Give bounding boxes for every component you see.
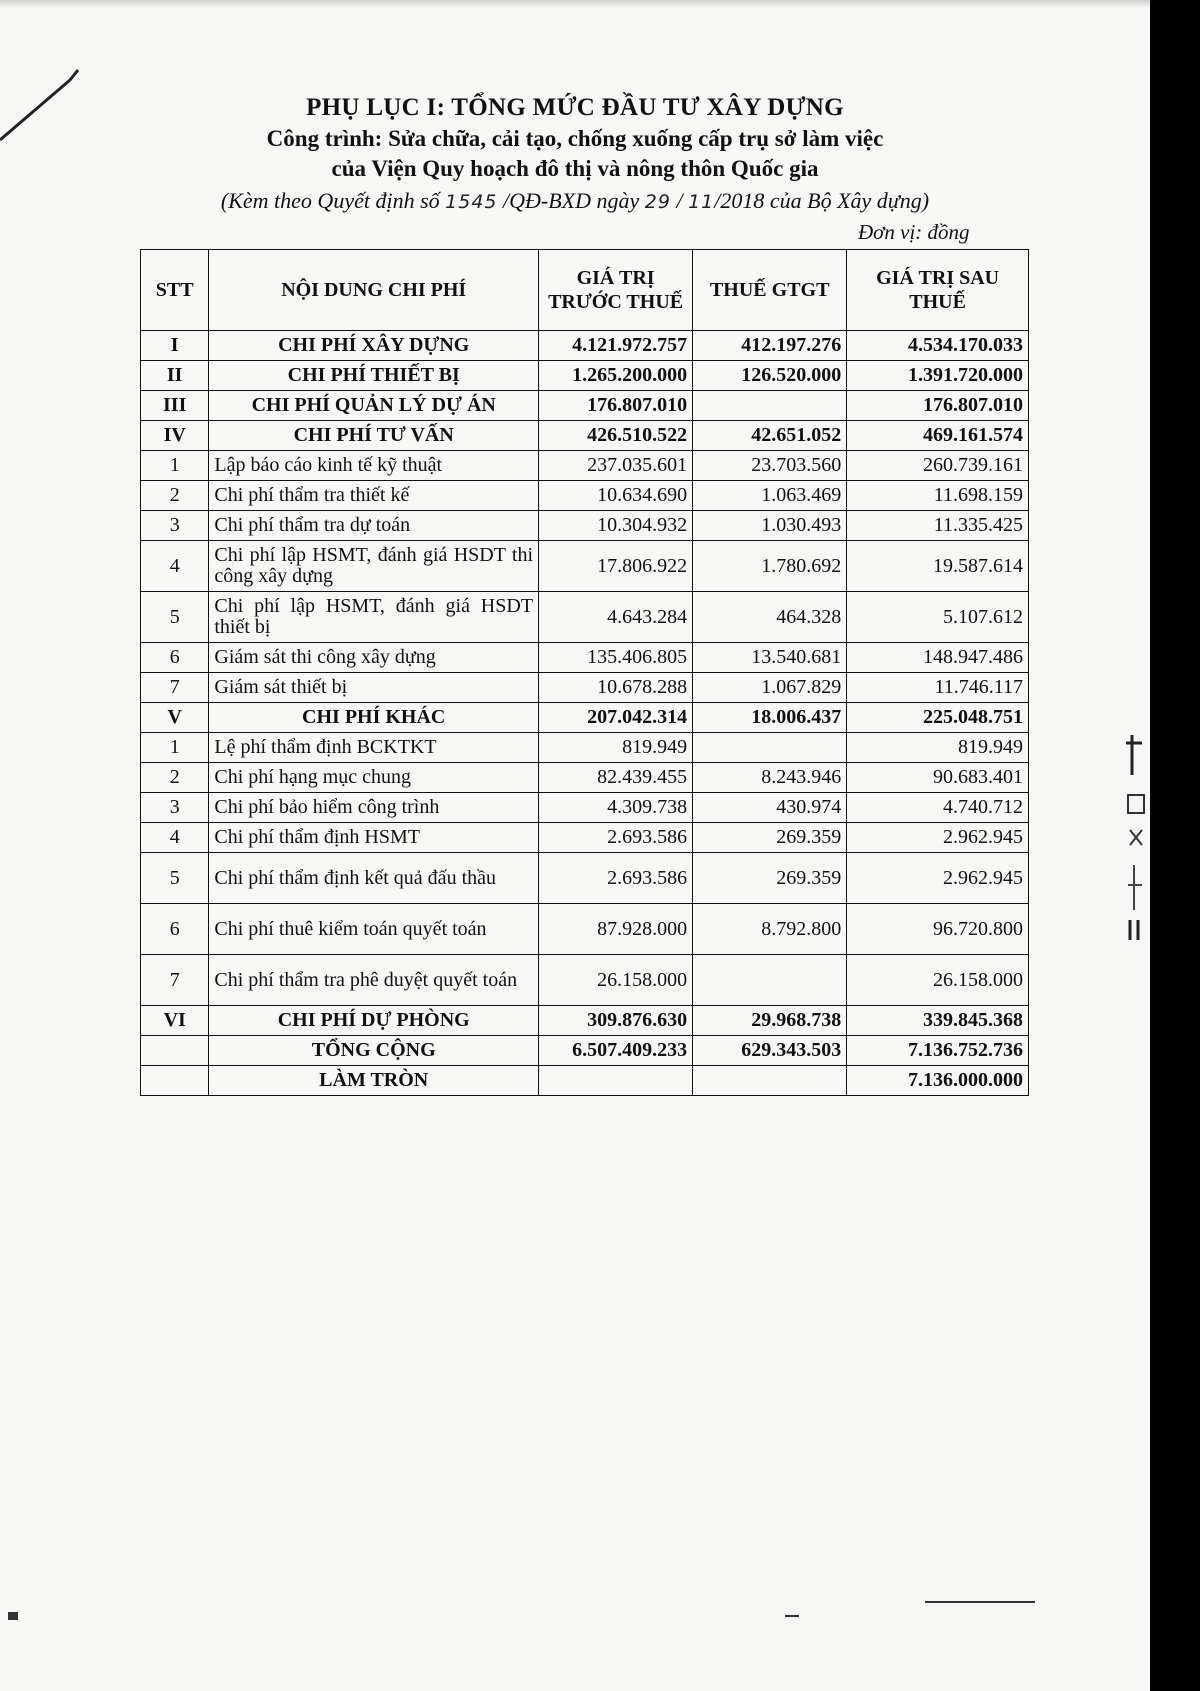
row-before-tax: 10.678.288 (539, 673, 693, 703)
row-content: Chi phí hạng mục chung (209, 763, 539, 793)
section-row (141, 1036, 1029, 1066)
row-stt: 2 (141, 481, 209, 511)
row-vat: 269.359 (693, 853, 847, 904)
row-after-tax: 11.698.159 (847, 481, 1029, 511)
row-vat: 269.359 (693, 823, 847, 853)
row-vat: 23.703.560 (693, 451, 847, 481)
scan-speck (8, 1612, 18, 1620)
row-content: CHI PHÍ THIẾT BỊ (209, 361, 539, 391)
row-vat: 18.006.437 (693, 703, 847, 733)
row-before-tax: 17.806.922 (539, 541, 693, 592)
row-vat: 8.243.946 (693, 763, 847, 793)
row-vat: 1.780.692 (693, 541, 847, 592)
row-stt: I (141, 331, 209, 361)
row-after-tax: 260.739.161 (847, 451, 1029, 481)
row-content: Chi phí thẩm tra thiết kế (209, 481, 539, 511)
appendix-title: PHỤ LỤC I: TỔNG MỨC ĐẦU TƯ XÂY DỰNG (306, 94, 844, 121)
row-before-tax: 426.510.522 (539, 421, 693, 451)
row-stt (141, 1036, 209, 1066)
row-vat: 464.328 (693, 592, 847, 643)
table-row (141, 733, 1029, 763)
row-content: CHI PHÍ XÂY DỰNG (209, 331, 539, 361)
table-row (141, 763, 1029, 793)
handwritten-day: 29 (644, 191, 671, 213)
row-after-tax: 469.161.574 (847, 421, 1029, 451)
row-stt: VI (141, 1006, 209, 1036)
row-content: Chi phí lập HSMT, đánh giá HSDT thi công xây dựng (209, 541, 539, 592)
row-stt: 4 (141, 823, 209, 853)
row-vat: 1.067.829 (693, 673, 847, 703)
row-vat (693, 1066, 847, 1096)
row-before-tax: 176.807.010 (539, 391, 693, 421)
table-row (141, 955, 1029, 1006)
row-after-tax: 4.534.170.033 (847, 331, 1029, 361)
row-stt: 7 (141, 673, 209, 703)
section-row (141, 703, 1029, 733)
row-stt: 4 (141, 541, 209, 592)
section-row (141, 1006, 1029, 1036)
header-stt: STT (141, 250, 209, 331)
scan-edge (0, 0, 1150, 8)
row-vat: 1.030.493 (693, 511, 847, 541)
row-after-tax: 96.720.800 (847, 904, 1029, 955)
row-content: Lệ phí thẩm định BCKTKT (209, 733, 539, 763)
row-after-tax: 26.158.000 (847, 955, 1029, 1006)
row-before-tax: 4.121.972.757 (539, 331, 693, 361)
header-content: NỘI DUNG CHI PHÍ (209, 250, 539, 331)
project-line-2: của Viện Quy hoạch đô thị và nông thôn Quốc gia (331, 156, 819, 181)
row-after-tax: 19.587.614 (847, 541, 1029, 592)
row-content: TỔNG CỘNG (209, 1036, 539, 1066)
table-row (141, 451, 1029, 481)
row-before-tax: 135.406.805 (539, 643, 693, 673)
row-content: CHI PHÍ QUẢN LÝ DỰ ÁN (209, 391, 539, 421)
row-vat: 42.651.052 (693, 421, 847, 451)
row-stt: 1 (141, 733, 209, 763)
row-after-tax: 339.845.368 (847, 1006, 1029, 1036)
row-after-tax: 2.962.945 (847, 853, 1029, 904)
row-before-tax: 819.949 (539, 733, 693, 763)
row-stt: IV (141, 421, 209, 451)
scan-speck (925, 1601, 1035, 1603)
table-row (141, 592, 1029, 643)
row-before-tax: 4.309.738 (539, 793, 693, 823)
row-before-tax: 4.643.284 (539, 592, 693, 643)
header-before-tax: GIÁ TRỊ TRƯỚC THUẾ (539, 250, 693, 331)
side-stamp-mark (1120, 735, 1154, 945)
row-content: Giám sát thiết bị (209, 673, 539, 703)
row-stt: 1 (141, 451, 209, 481)
table-row (141, 541, 1029, 592)
row-content: Giám sát thi công xây dựng (209, 643, 539, 673)
row-after-tax: 4.740.712 (847, 793, 1029, 823)
table-row (141, 673, 1029, 703)
row-vat: 126.520.000 (693, 361, 847, 391)
row-vat (693, 391, 847, 421)
row-after-tax: 90.683.401 (847, 763, 1029, 793)
row-content: Lập báo cáo kinh tế kỹ thuật (209, 451, 539, 481)
row-before-tax: 10.634.690 (539, 481, 693, 511)
header-after-tax: GIÁ TRỊ SAU THUẾ (847, 250, 1029, 331)
table-row (141, 481, 1029, 511)
row-before-tax: 309.876.630 (539, 1006, 693, 1036)
row-content: Chi phí thẩm tra phê duyệt quyết toán (209, 955, 539, 1006)
section-row (141, 361, 1029, 391)
row-vat: 1.063.469 (693, 481, 847, 511)
table-row (141, 823, 1029, 853)
row-stt: 7 (141, 955, 209, 1006)
table-row (141, 904, 1029, 955)
row-content: Chi phí lập HSMT, đánh giá HSDT thiết bị (209, 592, 539, 643)
row-content: CHI PHÍ DỰ PHÒNG (209, 1006, 539, 1036)
row-stt: III (141, 391, 209, 421)
row-before-tax: 87.928.000 (539, 904, 693, 955)
table-row (141, 511, 1029, 541)
decision-reference: (Kèm theo Quyết định số 1545 /QĐ-BXD ngày 29 / 11/2018 của Bộ Xây dựng) (220, 188, 930, 213)
table-header-row (141, 250, 1029, 331)
table-row (141, 793, 1029, 823)
row-stt: 3 (141, 511, 209, 541)
row-before-tax: 1.265.200.000 (539, 361, 693, 391)
row-vat (693, 733, 847, 763)
row-after-tax: 1.391.720.000 (847, 361, 1029, 391)
row-after-tax: 5.107.612 (847, 592, 1029, 643)
row-after-tax: 11.746.117 (847, 673, 1029, 703)
row-before-tax: 2.693.586 (539, 823, 693, 853)
row-after-tax: 7.136.752.736 (847, 1036, 1029, 1066)
row-stt: 5 (141, 853, 209, 904)
row-stt: 5 (141, 592, 209, 643)
row-content: Chi phí thuê kiểm toán quyết toán (209, 904, 539, 955)
scanner-border (1150, 0, 1200, 1691)
table-row (141, 643, 1029, 673)
investment-cost-table (140, 249, 1029, 1096)
row-content: CHI PHÍ TƯ VẤN (209, 421, 539, 451)
row-before-tax: 237.035.601 (539, 451, 693, 481)
row-vat: 430.974 (693, 793, 847, 823)
row-vat: 629.343.503 (693, 1036, 847, 1066)
row-content: Chi phí thẩm tra dự toán (209, 511, 539, 541)
row-after-tax: 148.947.486 (847, 643, 1029, 673)
row-after-tax: 819.949 (847, 733, 1029, 763)
table-row (141, 853, 1029, 904)
row-before-tax: 26.158.000 (539, 955, 693, 1006)
row-after-tax: 225.048.751 (847, 703, 1029, 733)
section-row (141, 331, 1029, 361)
row-content: Chi phí thẩm định HSMT (209, 823, 539, 853)
row-vat: 412.197.276 (693, 331, 847, 361)
row-before-tax (539, 1066, 693, 1096)
row-content: CHI PHÍ KHÁC (209, 703, 539, 733)
row-vat (693, 955, 847, 1006)
row-stt: 6 (141, 904, 209, 955)
header-vat: THUẾ GTGT (693, 250, 847, 331)
row-stt: V (141, 703, 209, 733)
row-stt: 3 (141, 793, 209, 823)
row-before-tax: 6.507.409.233 (539, 1036, 693, 1066)
row-after-tax: 176.807.010 (847, 391, 1029, 421)
section-row (141, 421, 1029, 451)
row-before-tax: 10.304.932 (539, 511, 693, 541)
section-row (141, 1066, 1029, 1096)
row-after-tax: 11.335.425 (847, 511, 1029, 541)
row-before-tax: 82.439.455 (539, 763, 693, 793)
row-before-tax: 2.693.586 (539, 853, 693, 904)
row-content: Chi phí thẩm định kết quả đấu thầu (209, 853, 539, 904)
row-vat: 8.792.800 (693, 904, 847, 955)
project-line-1: Công trình: Sửa chữa, cải tạo, chống xuống cấp trụ sở làm việc (266, 126, 884, 151)
row-stt: 2 (141, 763, 209, 793)
scan-speck (785, 1615, 799, 1617)
handwritten-decision-number: 1545 (445, 191, 498, 213)
section-row (141, 391, 1029, 421)
row-stt: 6 (141, 643, 209, 673)
currency-unit: Đơn vị: đồng (858, 220, 970, 244)
table-body (141, 331, 1029, 1096)
row-stt (141, 1066, 209, 1096)
row-after-tax: 7.136.000.000 (847, 1066, 1029, 1096)
row-before-tax: 207.042.314 (539, 703, 693, 733)
row-stt: II (141, 361, 209, 391)
row-vat: 13.540.681 (693, 643, 847, 673)
row-vat: 29.968.738 (693, 1006, 847, 1036)
row-after-tax: 2.962.945 (847, 823, 1029, 853)
row-content: LÀM TRÒN (209, 1066, 539, 1096)
row-content: Chi phí bảo hiểm công trình (209, 793, 539, 823)
handwritten-month: 11 (688, 191, 715, 213)
